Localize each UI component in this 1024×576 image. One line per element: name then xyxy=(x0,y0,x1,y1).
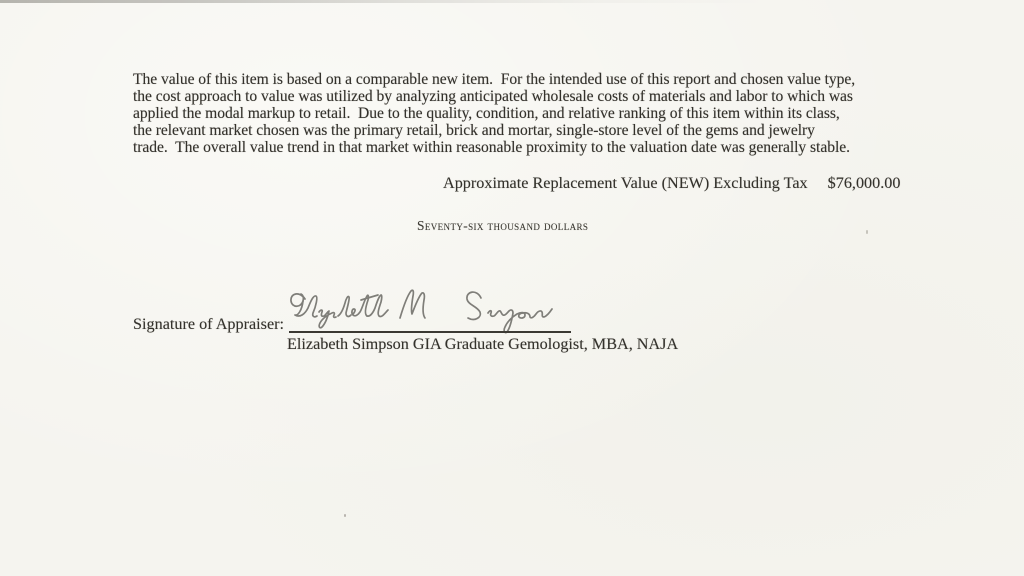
scan-speck xyxy=(344,514,346,517)
replacement-value-amount: $76,000.00 xyxy=(827,174,901,192)
signature-line xyxy=(289,331,571,333)
signature-of-appraiser-label: Signature of Appraiser: xyxy=(133,315,285,333)
replacement-value-label: Approximate Replacement Value (NEW) Excluding Tax xyxy=(443,174,808,192)
paragraph-line: the relevant market chosen was the primary retail, brick and mortar, single-store level of the gems and jewelry xyxy=(133,121,815,139)
paragraph-line: The value of this item is based on a comparable new item. For the intended use of this report and chosen value type, xyxy=(133,71,856,88)
paragraph-line: applied the modal markup to retail. Due to the quality, condition, and relative ranking of this item within its class, xyxy=(133,104,840,122)
replacement-value-line xyxy=(443,175,900,193)
appraiser-printed-name: Elizabeth Simpson GIA Graduate Gemologist, MBA, NAJA xyxy=(287,335,679,353)
scan-speck xyxy=(866,230,868,234)
cost-approach-paragraph xyxy=(133,72,855,157)
paragraph-line: the cost approach to value was utilized by analyzing anticipated wholesale costs of materials and labor to which was xyxy=(133,87,853,105)
amount-in-words: Seventy-six thousand dollars xyxy=(417,218,589,233)
scan-edge-artifact xyxy=(0,0,1024,3)
paragraph-line: trade. The overall value trend in that market within reasonable proximity to the valuation date was generally stable. xyxy=(133,138,850,156)
